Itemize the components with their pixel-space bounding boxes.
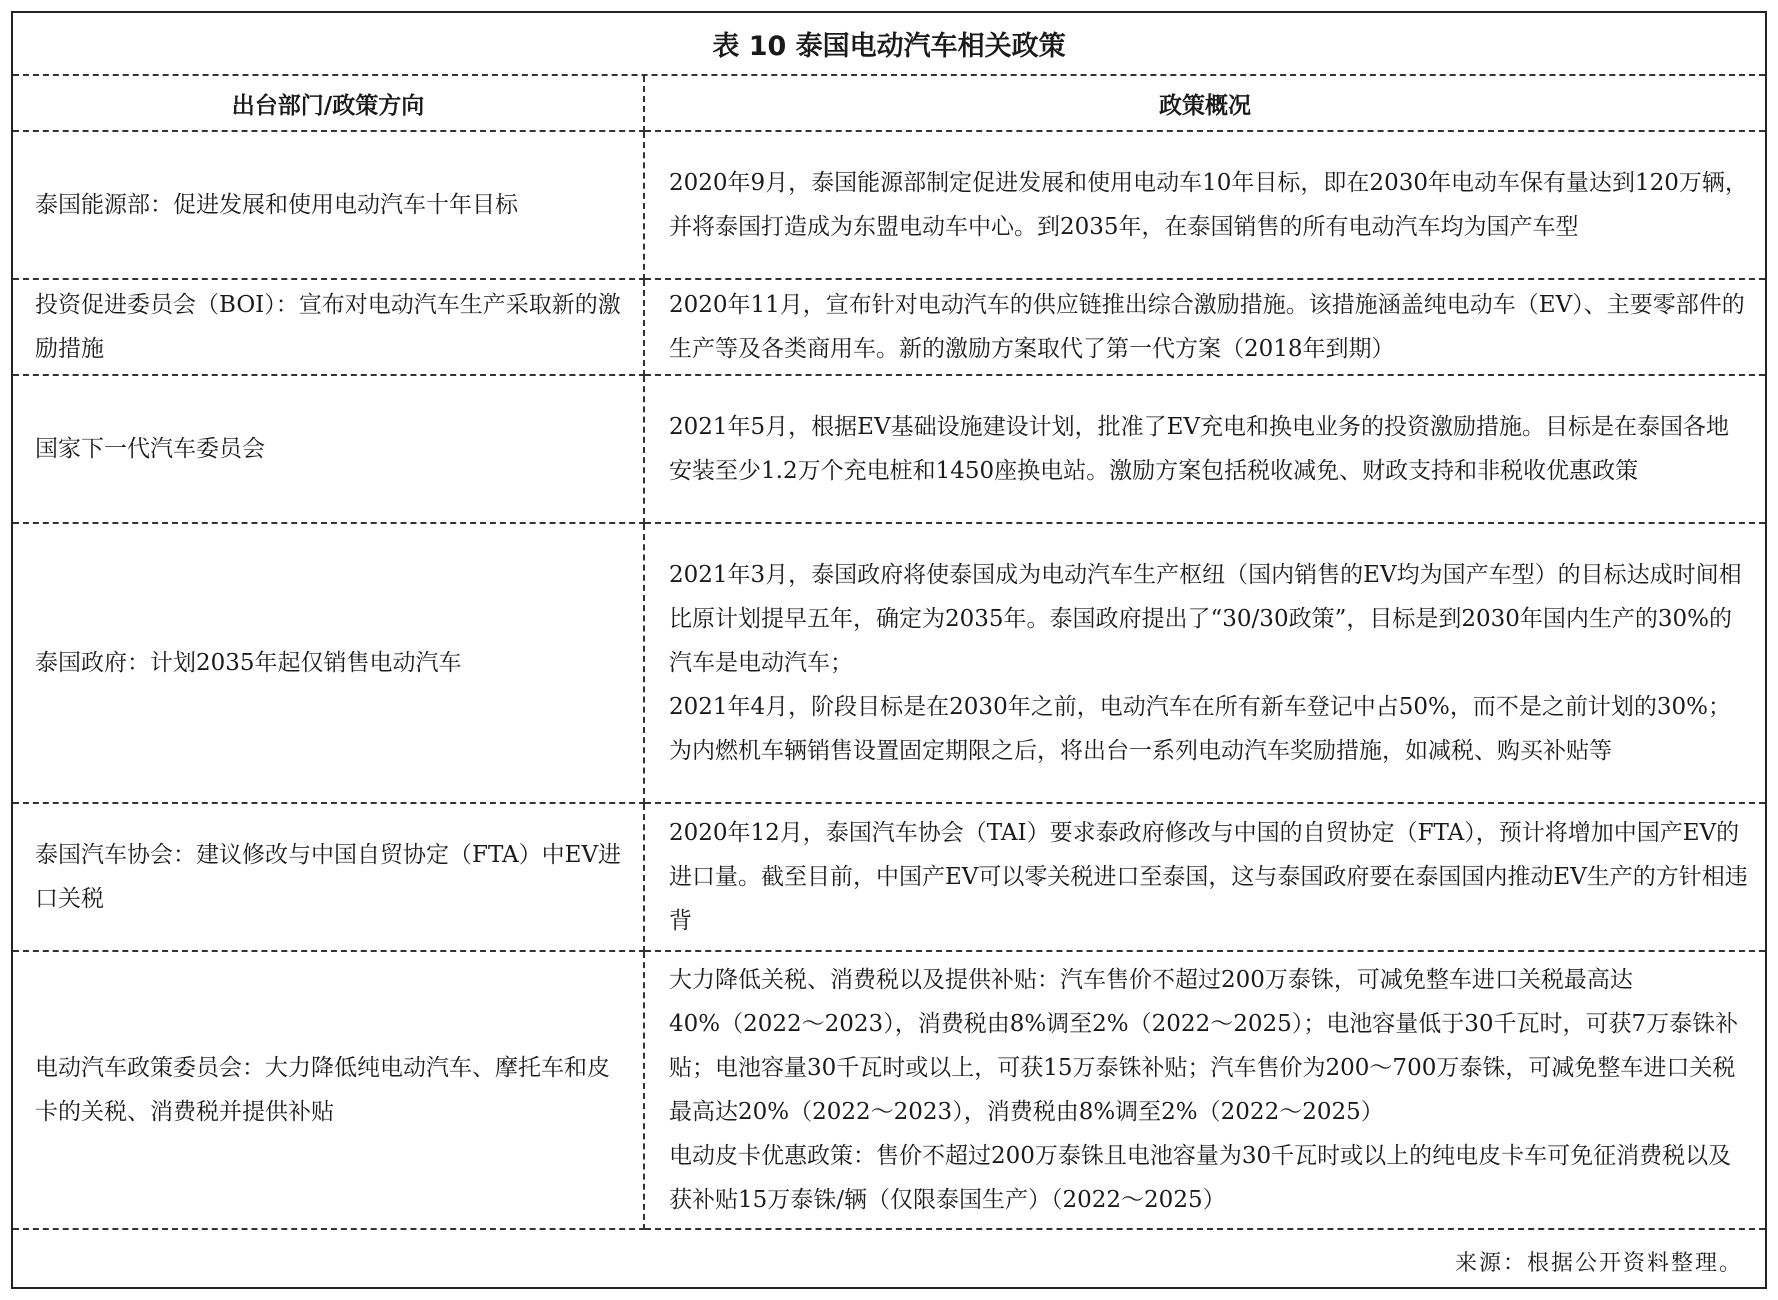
policy-table-frame (11, 11, 1767, 1289)
desc-cell (644, 803, 1765, 951)
table-row (13, 131, 1765, 279)
header-overview: 政策概况 (644, 76, 1765, 131)
desc-cell (644, 279, 1765, 375)
table-row (13, 523, 1765, 803)
dept-cell: 泰国能源部：促进发展和使用电动汽车十年目标 (13, 131, 644, 279)
table-row (13, 803, 1765, 951)
desc-paragraph: 2021年4月，阶段目标是在2030年之前，电动汽车在所有新车登记中占50%，而不是之前计划的30%；为内燃机车辆销售设置固定期限之后，将出台一系列电动汽车奖励措施，如减税、购买补贴等 (669, 694, 1731, 764)
table-row (13, 951, 1765, 1229)
dept-cell: 泰国政府：计划2035年起仅销售电动汽车 (13, 523, 644, 803)
table-title: 表 10 泰国电动汽车相关政策 (13, 13, 1765, 76)
dept-cell: 投资促进委员会（BOI）：宣布对电动汽车生产采取新的激励措施 (13, 279, 644, 375)
desc-paragraph: 2021年5月，根据EV基础设施建设计划，批准了EV充电和换电业务的投资激励措施。目标是在泰国各地安装至少1.2万个充电桩和1450座换电站。激励方案包括税收减免、财政支持和非税收优惠政策 (669, 414, 1729, 484)
desc-paragraph: 大力降低关税、消费税以及提供补贴：汽车售价不超过200万泰铢，可减免整车进口关税最高达40%（2022～2023），消费税由8%调至2%（2022～2025）；电池容量低于30千瓦时，可获7万泰铢补贴；电池容量30千瓦时或以上，可获15万泰铢补贴；汽车售价为200～700万泰铢，可减免整车进口关税最高达20%（2022～2023），消费税由8%调至2%（2022～2025） (669, 967, 1739, 1125)
desc-paragraph: 2020年12月，泰国汽车协会（TAI）要求泰政府修改与中国的自贸协定（FTA），预计将增加中国产EV的进口量。截至目前，中国产EV可以零关税进口至泰国，这与泰国政府要在泰国国内推动EV生产的方针相违背 (669, 820, 1748, 934)
desc-paragraph: 电动皮卡优惠政策：售价不超过200万泰铢且电池容量为30千瓦时或以上的纯电皮卡车可免征消费税以及获补贴15万泰铢/辆（仅限泰国生产）（2022～2025） (669, 1143, 1732, 1213)
desc-paragraph: 2020年11月，宣布针对电动汽车的供应链推出综合激励措施。该措施涵盖纯电动车（EV）、主要零部件的生产等及各类商用车。新的激励方案取代了第一代方案（2018年到期） (669, 292, 1745, 362)
table-row (13, 279, 1765, 375)
header-row (13, 76, 1765, 131)
table-row (13, 375, 1765, 523)
dept-cell: 电动汽车政策委员会：大力降低纯电动汽车、摩托车和皮卡的关税、消费税并提供补贴 (13, 951, 644, 1229)
source-note: 来源：根据公开资料整理。 (1454, 1251, 1743, 1276)
desc-cell (644, 951, 1765, 1229)
desc-cell (644, 375, 1765, 523)
header-dept: 出台部门/政策方向 (13, 76, 644, 131)
desc-cell (644, 131, 1765, 279)
desc-paragraph: 2020年9月，泰国能源部制定促进发展和使用电动车10年目标，即在2030年电动车保有量达到120万辆，并将泰国打造成为东盟电动车中心。到2035年，在泰国销售的所有电动汽车均为国产车型 (669, 170, 1748, 240)
desc-cell (644, 523, 1765, 803)
policy-table (13, 76, 1765, 1230)
desc-paragraph: 2021年3月，泰国政府将使泰国成为电动汽车生产枢纽（国内销售的EV均为国产车型）的目标达成时间相比原计划提早五年，确定为2035年。泰国政府提出了“30/30政策”，目标是到2030年国内生产的30%的汽车是电动汽车； (669, 562, 1742, 676)
dept-cell: 泰国汽车协会：建议修改与中国自贸协定（FTA）中EV进口关税 (13, 803, 644, 951)
dept-cell: 国家下一代汽车委员会 (13, 375, 644, 523)
